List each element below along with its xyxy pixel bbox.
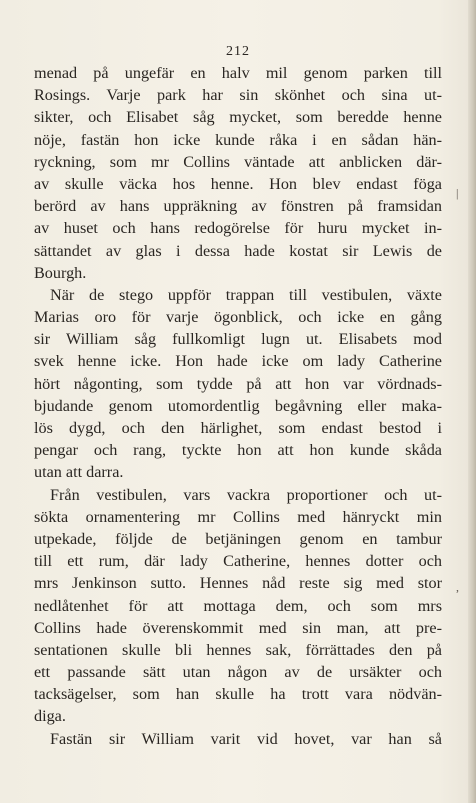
margin-mark: , <box>456 580 459 594</box>
text-line: Fastän sir William varit vid hovet, var han så <box>50 729 442 748</box>
page-edge-shadow <box>468 0 476 803</box>
text-line: hört någonting, som tydde på att hon var vördnads- <box>34 374 442 393</box>
text-line: utan att darra. <box>34 463 124 482</box>
text-line: mrs Jenkinson sutto. Hennes nåd reste sig med stor <box>34 574 442 593</box>
text-line: sir William såg fullkomligt lugn ut. Elisabets mod <box>34 330 442 349</box>
text-line: nedlåtenhet för att mottaga dem, och som mrs <box>34 596 442 615</box>
text-line: sättandet av glas i dessa hade kostat sir Lewis de <box>34 241 442 260</box>
text-line: svek henne icke. Hon hade icke om lady Catherine <box>34 352 442 371</box>
text-line: tacksägelser, som han skulle ha trott vara nödvän- <box>34 685 442 704</box>
text-line: utpekade, följde de betjäningen genom en tambur <box>34 529 442 548</box>
text-line: av skulle väcka hos henne. Hon blev endast föga <box>34 174 442 193</box>
text-line: Rosings. Varje park har sin skönhet och sina ut- <box>34 86 442 105</box>
text-line: nöje, fastän hon icke kunde råka i en sådan hän- <box>34 130 442 149</box>
text-line: sentationen skulle bli hennes sak, förrättades den på <box>34 640 442 659</box>
text-line: ryckning, som mr Collins väntade att anblicken där- <box>34 152 442 171</box>
text-line: diga. <box>34 707 66 726</box>
text-line: ett passande sätt utan någon av de ursäkter och <box>34 663 442 682</box>
text-line: sökta ornamentering mr Collins med hänryckt min <box>34 507 442 526</box>
text-line: Från vestibulen, vars vackra proportioner och ut- <box>50 485 442 504</box>
text-line: menad på ungefär en halv mil genom parken till <box>34 64 442 82</box>
text-line: av huset och hans redogörelse för huru mycket in- <box>34 219 442 238</box>
page-number: 212 <box>226 44 250 59</box>
text-line: bjudande genom utomordentlig begåvning eller maka- <box>34 396 442 415</box>
text-line: Collins hade överenskommit med sin man, att pre- <box>34 618 442 637</box>
text-line: till ett rum, där lady Catherine, hennes dotter och <box>34 552 442 571</box>
text-line: När de stego uppför trappan till vestibulen, växte <box>50 285 442 304</box>
text-line: Bourgh. <box>34 263 87 282</box>
text-line: lös dygd, och den härlighet, som endast bestod i <box>34 419 442 437</box>
text-line: pengar och rang, tyckte hon att hon kunde skåda <box>34 441 442 460</box>
text-line: sikter, och Elisabet såg mycket, som beredde henne <box>34 108 442 127</box>
margin-mark: | <box>456 186 459 200</box>
text-line: Marias oro för varje ögonblick, och icke en gång <box>34 308 442 327</box>
text-line: berörd av hans uppräkning av fönstren på framsidan <box>34 197 442 216</box>
body-text <box>34 62 442 750</box>
